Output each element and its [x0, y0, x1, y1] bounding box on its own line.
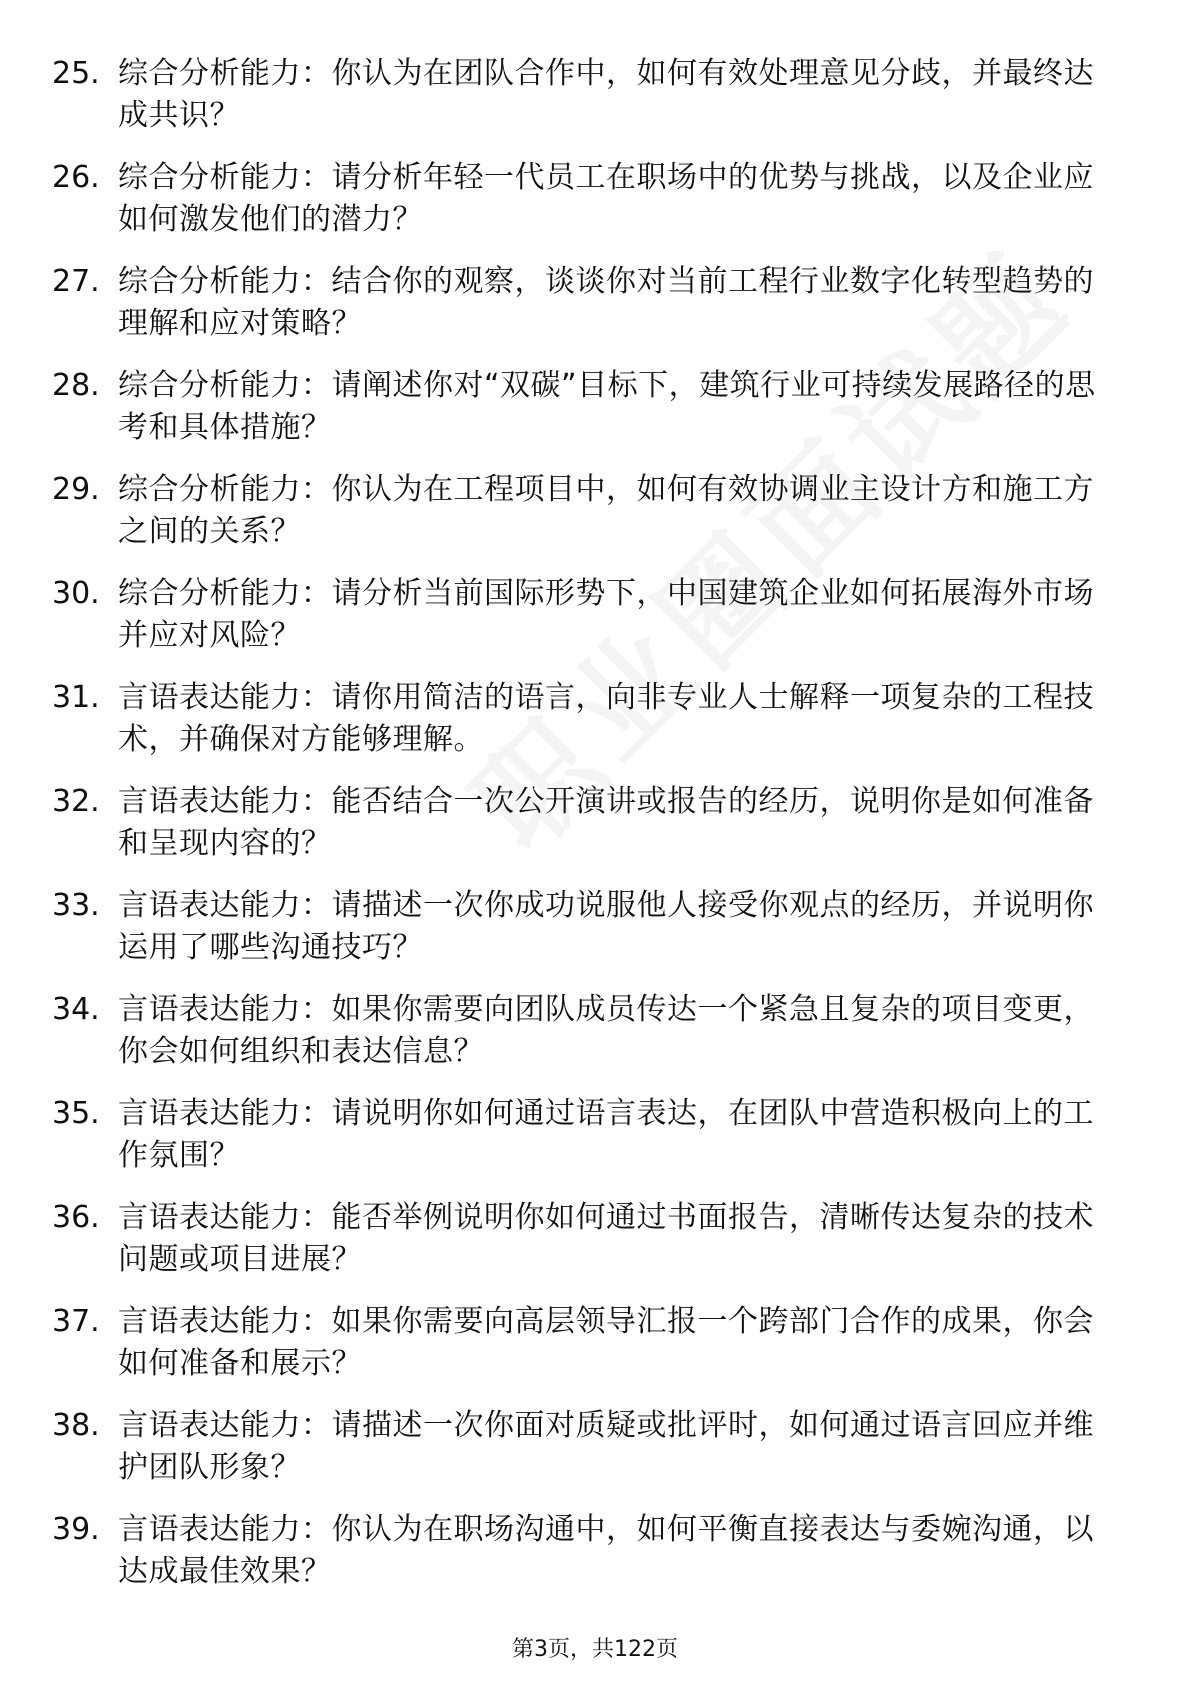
list-item — [52, 365, 1112, 469]
list-item — [52, 469, 1112, 573]
question-list — [52, 53, 1112, 1613]
list-item — [52, 781, 1112, 885]
question-text: 综合分析能力：请分析当前国际形势下，中国建筑企业如何拓展海外市场并应对风险？ — [118, 576, 1094, 653]
question-number: 31. — [52, 680, 100, 715]
page-number-footer: 第3页，共122页 — [512, 1637, 678, 1662]
question-number: 39. — [52, 1512, 100, 1547]
question-number: 30. — [52, 576, 100, 611]
list-item — [52, 261, 1112, 365]
question-text: 言语表达能力：如果你需要向高层领导汇报一个跨部门合作的成果，你会如何准备和展示？ — [118, 1304, 1094, 1381]
list-item — [52, 157, 1112, 261]
question-number: 28. — [52, 368, 100, 403]
list-item — [52, 53, 1112, 157]
question-number: 36. — [52, 1200, 100, 1235]
list-item — [52, 989, 1112, 1093]
list-item — [52, 1301, 1112, 1405]
list-item — [52, 1509, 1112, 1613]
question-number: 29. — [52, 472, 100, 507]
question-text: 综合分析能力：请分析年轻一代员工在职场中的优势与挑战，以及企业应如何激发他们的潜力？ — [118, 160, 1094, 237]
question-text: 综合分析能力：你认为在工程项目中，如何有效协调业主设计方和施工方之间的关系？ — [118, 472, 1094, 549]
list-item — [52, 573, 1112, 677]
question-text: 综合分析能力：请阐述你对“双碳”目标下，建筑行业可持续发展路径的思考和具体措施？ — [118, 368, 1096, 445]
list-item — [52, 1197, 1112, 1301]
question-text: 言语表达能力：能否结合一次公开演讲或报告的经历，说明你是如何准备和呈现内容的？ — [118, 784, 1094, 861]
question-number: 34. — [52, 992, 100, 1027]
question-text: 言语表达能力：如果你需要向团队成员传达一个紧急且复杂的项目变更，你会如何组织和表达信息？ — [118, 992, 1094, 1069]
question-text: 言语表达能力：请你用简洁的语言，向非专业人士解释一项复杂的工程技术，并确保对方能够理解。 — [118, 680, 1094, 757]
question-number: 25. — [52, 56, 100, 91]
question-text: 综合分析能力：你认为在团队合作中，如何有效处理意见分歧，并最终达成共识？ — [118, 56, 1094, 133]
question-text: 言语表达能力：请描述一次你面对质疑或批评时，如何通过语言回应并维护团队形象？ — [118, 1408, 1094, 1485]
question-text: 言语表达能力：能否举例说明你如何通过书面报告，清晰传达复杂的技术问题或项目进展？ — [118, 1200, 1094, 1277]
question-number: 33. — [52, 888, 100, 923]
list-item — [52, 885, 1112, 989]
list-item — [52, 677, 1112, 781]
question-number: 26. — [52, 160, 100, 195]
question-text: 综合分析能力：结合你的观察，谈谈你对当前工程行业数字化转型趋势的理解和应对策略？ — [118, 264, 1094, 341]
question-number: 27. — [52, 264, 100, 299]
question-number: 32. — [52, 784, 100, 819]
question-text: 言语表达能力：你认为在职场沟通中，如何平衡直接表达与委婉沟通，以达成最佳效果？ — [118, 1512, 1094, 1589]
list-item — [52, 1093, 1112, 1197]
list-item — [52, 1405, 1112, 1509]
question-number: 38. — [52, 1408, 100, 1443]
question-number: 35. — [52, 1096, 100, 1131]
question-number: 37. — [52, 1304, 100, 1339]
question-text: 言语表达能力：请描述一次你成功说服他人接受你观点的经历，并说明你运用了哪些沟通技巧？ — [118, 888, 1094, 965]
question-text: 言语表达能力：请说明你如何通过语言表达，在团队中营造积极向上的工作氛围？ — [118, 1096, 1094, 1173]
